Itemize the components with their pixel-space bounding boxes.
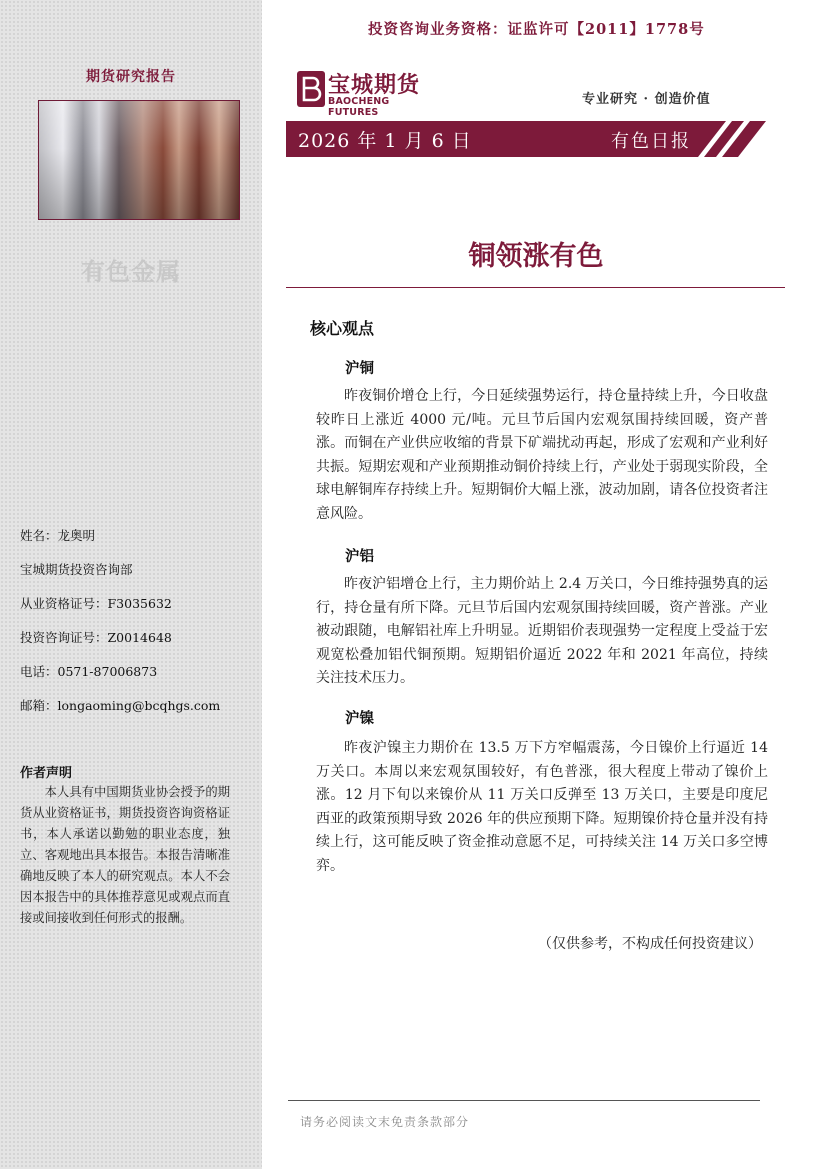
logo-english: BAOCHENG FUTURES	[328, 96, 390, 118]
paragraph-aluminum: 昨夜沪铝增仓上行，主力期价站上 2.4 万关口，今日维持强势真的运行，持仓量有所下降。元旦节后国内宏观氛围持续回暖，资产普涨。产业被动跟随，电解铝社库上升明显。近期铝价表现强势一定程度上受益于宏观宽松叠加铝代铜预期。短期铝价逼近 2022 年和 2021 年高位，持续关注技术压力。	[316, 576, 768, 686]
disclaimer: （仅供参考，不构成任何投资建议）	[538, 936, 762, 952]
heading-nickel: 沪镍	[345, 710, 374, 727]
author-phone: 电话：0571-87006873	[20, 664, 158, 679]
author-department: 宝城期货投资咨询部	[20, 562, 133, 577]
section-title: 核心观点	[310, 319, 375, 338]
license-statement: 投资咨询业务资格：证监许可【2011】1778号	[368, 21, 705, 38]
author-qualification-no: 从业资格证号：F3035632	[20, 596, 172, 611]
paragraph-nickel: 昨夜沪镍主力期价在 13.5 万下方窄幅震荡，今日镍价上行逼近 14 万关口。本周以来宏观氛围较好，有色普涨，很大程度上带动了镍价上涨。12 月下旬以来镍价从 11 万关口反弹至 13 万关口，主要是印度尼西亚的政策预期导致 2026 年的供应预期下降。短期镍价持仓量并没有持续上行，这可能反映了资金推动意愿不足，可持续关注 14 万关口多空博弈。	[316, 740, 768, 874]
logo-mark-icon	[296, 70, 326, 108]
logo-chinese: 宝城期货	[328, 73, 421, 98]
author-name: 姓名：龙奥明	[20, 528, 96, 543]
report-date: 2026 年 1 月 6 日	[298, 130, 472, 152]
author-info	[20, 528, 250, 732]
author-consulting-no: 投资咨询证号：Z0014648	[20, 630, 172, 645]
category-label: 有色金属	[81, 258, 181, 286]
slogan: 专业研究 · 创造价值	[582, 92, 711, 107]
author-email: 邮箱：longaoming@bcqhgs.com	[20, 698, 221, 713]
footer-divider	[288, 1100, 760, 1101]
declaration-text: 本人具有中国期货业协会授予的期货从业资格证书，期货投资咨询资格证书，本人承诺以勤勉的职业态度，独立、客观地出具本报告。本报告清晰准确地反映了本人的研究观点。本人不会因本报告中的具体推荐意见或观点而直接或间接收到任何形式的报酬。	[20, 785, 230, 925]
cover-photo	[38, 100, 240, 220]
report-title: 铜领涨有色	[468, 241, 604, 272]
title-divider	[286, 287, 785, 288]
declaration-title: 作者声明	[20, 766, 73, 781]
report-series-label: 期货研究报告	[86, 69, 176, 85]
heading-copper: 沪铜	[345, 360, 374, 377]
paragraph-copper: 昨夜铜价增仓上行，今日延续强势运行，持仓量持续上升，今日收盘较昨日上涨近 4000 元/吨。元旦节后国内宏观氛围持续回暖，资产普涨。而铜在产业供应收缩的背景下矿端扰动再起，形成了宏观和产业利好共振。短期宏观和产业预期推动铜价持续上行，产业处于弱现实阶段，全球电解铜库存持续上升。短期铜价大幅上涨，波动加剧，请各位投资者注意风险。	[316, 388, 768, 522]
left-sidebar	[0, 0, 262, 1169]
report-type: 有色日报	[611, 131, 691, 152]
footer-note: 请务必阅读文末免责条款部分	[300, 1115, 470, 1129]
heading-aluminum: 沪铝	[345, 548, 374, 565]
company-logo	[296, 70, 436, 118]
